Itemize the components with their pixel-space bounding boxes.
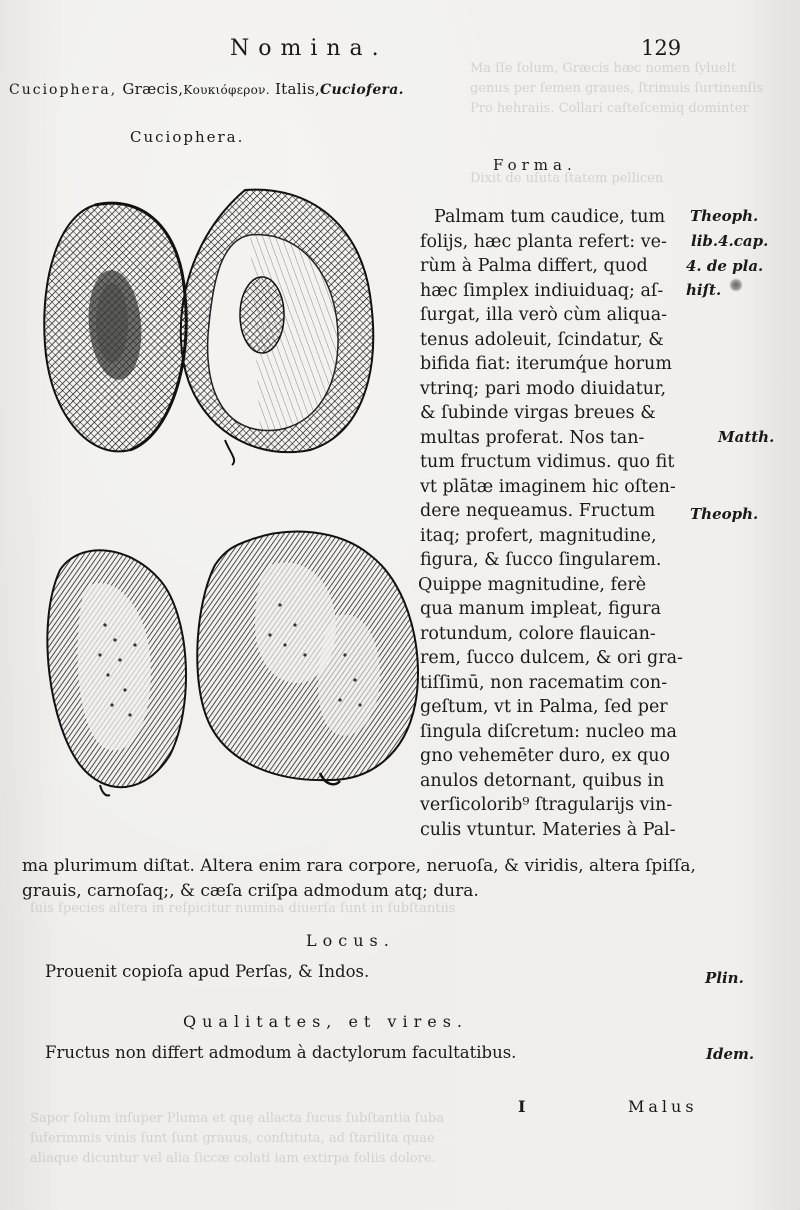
italian-label: Italis, [274, 80, 321, 98]
margin-note: hiſt. [686, 281, 722, 299]
bleed-through-text: Pro hehraiis. Collari caſteſcemiq dominter [470, 101, 749, 116]
forma-line: vt plātæ imaginem hic oſten- [420, 476, 676, 497]
forma-line: multas proferat. Nos tan- [420, 427, 645, 448]
forma-line: tum fructum vidimus. quo fit [420, 452, 675, 472]
bleed-through-text: ſuis ſpecies altera in reſpicitur numina diuerſa ſunt in ſubſtantiis [30, 901, 456, 916]
full-width-line: ma plurimum diſtat. Altera enim rara corpore, neruoſa, & viridis, altera ſpiſſa, [22, 856, 696, 876]
margin-note: Idem. [706, 1045, 755, 1063]
forma-line: rotundum, colore flauican- [420, 623, 656, 644]
greek-label: Græcis, [122, 80, 184, 98]
fruit-bottom-right [197, 532, 418, 785]
forma-line: anulos detornant, quibus in [420, 770, 665, 791]
forma-line: bifida fiat: iterumq́ue horum [420, 354, 672, 374]
forma-line: geſtum, vt in Palma, ſed per [420, 697, 668, 717]
forma-line: & ſubinde virgas breues & [420, 403, 656, 423]
signature-mark: I [518, 1097, 530, 1116]
bleed-through-text: ſuferimmis vinis ſunt ſunt grauus, conſtituta, ad ſtarilita quae [30, 1131, 435, 1146]
locus-heading: Locus. [306, 931, 395, 950]
names-line [9, 80, 404, 98]
forma-line: verſicolorib⁹ ſtragularijs vin- [420, 795, 673, 815]
fruit-top-left [44, 203, 186, 451]
forma-line: itaq; profert, magnitudine, [420, 525, 657, 546]
fruit-top-right-cut [181, 190, 373, 465]
qualitates-heading: Qualitates, et vires. [183, 1012, 468, 1031]
forma-line: vtrinq; pari modo diuidatur, [420, 378, 667, 399]
locus-text: Prouenit copioſa apud Perſas, & Indos. [45, 962, 370, 981]
qualitates-text: Fructus non differt admodum à dactylorum facultatibus. [45, 1043, 517, 1062]
forma-line: folijs, hæc planta refert: ve- [420, 231, 667, 252]
bleed-through-text: Sapor ſolum inſuper Pluma et quę allacta ſucus ſubſtantia ſuba [30, 1111, 444, 1126]
fruit-woodcut-illustration [20, 185, 440, 845]
forma-line: culis vtuntur. Materies à Pal- [420, 819, 676, 840]
forma-line: rùm à Palma differt, quod [420, 256, 648, 276]
ink-spot [729, 278, 743, 292]
lemma: Cuciophera, [9, 82, 118, 98]
margin-note: Matth. [718, 428, 775, 446]
italian-word: Cuciofera. [320, 82, 404, 98]
full-width-line: grauis, carnoſaq;, & cæſa criſpa admodum atq; dura. [22, 881, 479, 901]
bleed-through-text: genus per ſemen graues, ſtrimuis ſurtinenſis [470, 81, 764, 96]
forma-line: qua manum impleat, figura [420, 599, 662, 619]
forma-line: hæc ſimplex indiuiduaq; aſ- [420, 280, 664, 301]
bleed-through-text: aliaque dicuntur vel alia ſiccæ colati iam extirpa foliis dolore. [30, 1151, 436, 1166]
forma-line: figura, & ſucco ſingularem. [420, 550, 662, 570]
forma-line: Quippe magnitudine, ferè [418, 574, 647, 595]
margin-note: 4. de pla. [686, 257, 764, 275]
forma-line: gno vehemēter duro, ex quo [420, 746, 671, 766]
margin-note: lib.4.cap. [691, 232, 769, 250]
forma-line: dere nequeamus. Fructum [420, 501, 656, 521]
forma-line: ſingula diſcretum: nucleo ma [420, 721, 677, 742]
greek-word: Κουκιόφερον. [183, 83, 270, 97]
forma-line: rem, ſucco dulcem, & ori gra- [420, 648, 683, 668]
forma-line: ſurgat, illa verò cùm aliqua- [420, 305, 668, 325]
catchword: Malus [628, 1097, 698, 1116]
forma-line: tiſſimū, non racematim con- [420, 672, 668, 693]
page-number: 129 [641, 36, 682, 60]
margin-note: Theoph. [690, 207, 759, 225]
bleed-through-text: Dixit de uſuta ſtatem pellicen [470, 171, 664, 186]
margin-note: Plin. [705, 969, 744, 987]
margin-note: Theoph. [690, 505, 759, 523]
bleed-through-text: Ma ſſe ſolum, Græcis hæc nomen ſyluelt [470, 61, 736, 76]
forma-heading: Forma. [493, 156, 577, 174]
fruit-bottom-left [47, 550, 186, 795]
figure-caption: Cuciophera. [130, 128, 245, 146]
forma-line: tenus adoleuit, ſcindatur, & [420, 329, 664, 350]
running-head: Nomina. [230, 36, 388, 61]
forma-line: Palmam tum caudice, tum [434, 207, 666, 227]
